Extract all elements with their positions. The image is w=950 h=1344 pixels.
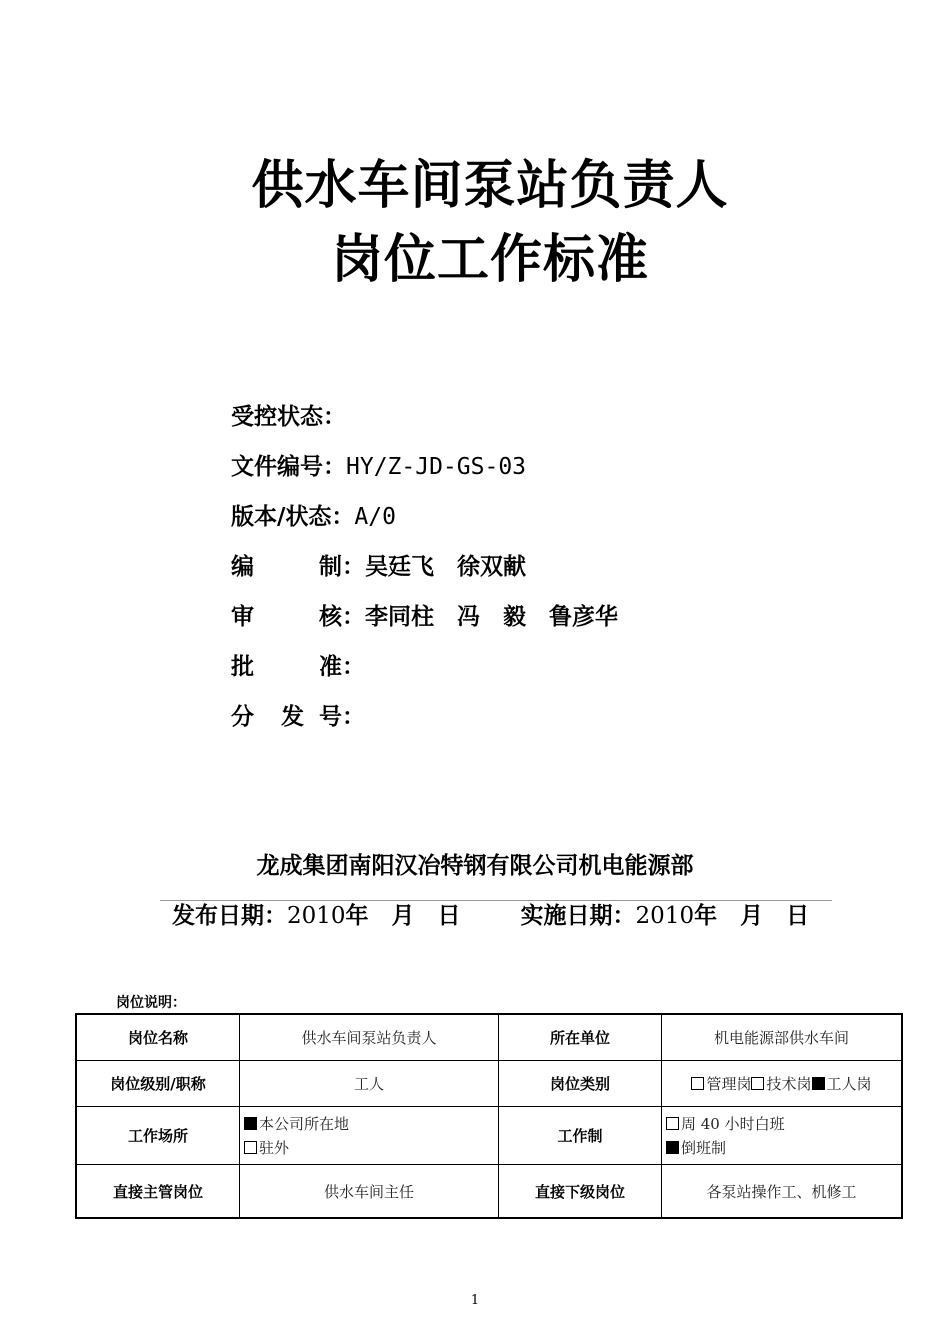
unchecked-box-icon: [244, 1141, 257, 1154]
distribute-label-a: 分: [231, 704, 254, 730]
publish-year: 2010: [287, 903, 346, 929]
review-row: [231, 602, 618, 632]
version-row: [231, 502, 396, 532]
option-label: 周 40 小时白班: [681, 1114, 785, 1133]
table-header-cell: 岗位名称: [76, 1014, 240, 1061]
checked-box-icon: [812, 1077, 825, 1090]
document-title-line2: 岗位工作标准: [330, 230, 649, 290]
table-row: [76, 1165, 902, 1219]
page-number: 1: [470, 1293, 480, 1308]
publish-date-label: 发布日期：: [172, 903, 287, 929]
review-label-a: 审: [231, 604, 254, 630]
review-value: 李同柱 冯 毅 鲁彦华: [365, 604, 618, 630]
controlled-status-row: [231, 402, 346, 432]
table-row: [76, 1061, 902, 1107]
option-label: 本公司所在地: [259, 1114, 350, 1133]
author-value: 吴廷飞 徐双献: [365, 554, 526, 580]
workplace-options-cell: [240, 1107, 499, 1165]
effective-date-rest: 年 月 日: [694, 903, 810, 929]
table-value-cell: 供水车间泵站负责人: [240, 1014, 499, 1061]
checked-box-icon: [244, 1117, 257, 1130]
category-options-cell: [662, 1061, 903, 1107]
checked-box-icon: [666, 1141, 679, 1154]
unchecked-box-icon: [666, 1117, 679, 1130]
approve-label-b: 准：: [319, 654, 365, 680]
table-value-cell: 工人: [240, 1061, 499, 1107]
table-value-cell: 各泵站操作工、机修工: [662, 1165, 903, 1219]
doc-number-label: 文件编号：: [231, 454, 346, 480]
table-header-cell: 直接下级岗位: [499, 1165, 662, 1219]
distribute-row: [231, 702, 365, 732]
doc-number-value: HY/Z-JD-GS-03: [346, 454, 527, 480]
distribute-label-b: 发: [281, 704, 304, 730]
table-header-cell: 岗位级别/职称: [76, 1061, 240, 1107]
publish-date-rest: 年 月 日: [345, 903, 461, 929]
section-label: 岗位说明：: [116, 995, 186, 1011]
document-title-line1: 供水车间泵站负责人: [251, 156, 729, 216]
author-label-a: 编: [231, 554, 254, 580]
table-value-cell: 机电能源部供水车间: [662, 1014, 903, 1061]
table-header-cell: 所在单位: [499, 1014, 662, 1061]
approve-label-a: 批: [231, 654, 254, 680]
review-label-b: 核：: [319, 604, 365, 630]
table-row: [76, 1107, 902, 1165]
option-label: 技术岗: [766, 1075, 812, 1093]
approve-row: [231, 652, 365, 682]
table-header-cell: 工作制: [499, 1107, 662, 1165]
table-value-cell: 供水车间主任: [240, 1165, 499, 1219]
work-system-options-cell: [662, 1107, 903, 1165]
author-label-b: 制：: [319, 554, 365, 580]
version-value: A/0: [354, 504, 396, 530]
controlled-status-label: 受控状态：: [231, 404, 346, 430]
table-row: [76, 1014, 902, 1061]
option-label: 倒班制: [681, 1138, 727, 1157]
author-row: [231, 552, 526, 582]
effective-year: 2010: [635, 903, 695, 929]
unchecked-box-icon: [691, 1077, 704, 1090]
table-header-cell: 直接主管岗位: [76, 1165, 240, 1219]
table-header-cell: 岗位类别: [499, 1061, 662, 1107]
position-info-table: [75, 1013, 903, 1219]
distribute-label-c: 号：: [319, 704, 365, 730]
doc-number-row: [231, 452, 526, 482]
option-label: 工人岗: [826, 1075, 872, 1093]
effective-date-label: 实施日期：: [520, 903, 636, 929]
option-label: 管理岗: [706, 1075, 752, 1093]
dates-row: [172, 901, 809, 931]
option-label: 驻外: [259, 1138, 290, 1157]
company-name: 龙成集团南阳汉冶特钢有限公司机电能源部: [256, 853, 694, 879]
version-label: 版本/状态：: [231, 504, 355, 530]
unchecked-box-icon: [751, 1077, 764, 1090]
table-header-cell: 工作场所: [76, 1107, 240, 1165]
